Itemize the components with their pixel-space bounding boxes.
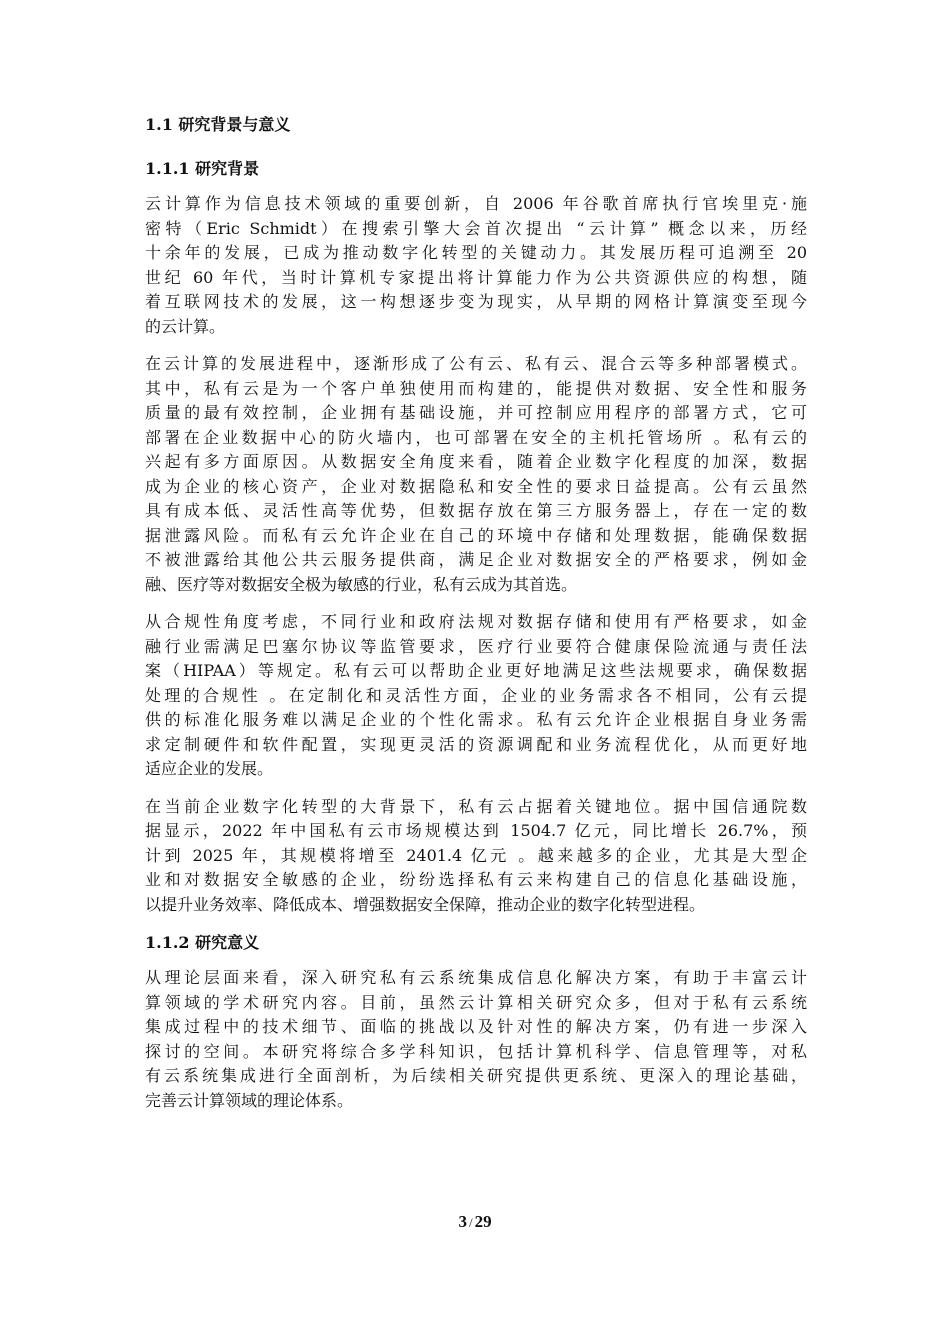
paragraph-line: 业和对数据安全敏感的企业，纷纷选择私有云来构建自己的信息化基础设施， [145, 870, 807, 889]
paragraph-line: 探讨的空间。本研究将综合多学科知识，包括计算机科学、信息管理等，对私 [145, 1041, 807, 1061]
page-number [0, 1210, 950, 1235]
paragraph-line: 不被泄露给其他公共云服务提供商，满足企业对数据安全的严格要求，例如金 [145, 550, 807, 569]
paragraph-line: 融、医疗等对数据安全极为敏感的行业，私有云成为其首选。 [145, 574, 578, 594]
subsection-heading-background: 1.1.1 研究背景 [145, 159, 260, 178]
paragraph [145, 795, 807, 918]
paragraph-line: 具有成本低、灵活性高等优势，但数据存放在第三方服务器上，存在一定的数 [145, 501, 807, 520]
paragraph [145, 192, 807, 339]
paragraph-line: 案（HIPAA）等规定。私有云可以帮助企业更好地满足这些法规要求，确保数据 [145, 661, 807, 680]
paragraph-line: 适应企业的发展。 [145, 759, 274, 778]
paragraph-line: 从合规性角度考虑，不同行业和政府法规对数据存储和使用有严格要求，如金 [145, 612, 807, 631]
section-heading: 1.1 研究背景与意义 [145, 115, 291, 134]
paragraph-line: 求定制硬件和软件配置，实现更灵活的资源调配和业务流程优化，从而更好地 [145, 734, 807, 754]
paragraph-line: 质量的最有效控制，企业拥有基础设施，并可控制应用程序的部署方式，它可 [145, 403, 807, 422]
significance-body [145, 966, 807, 1113]
background-body [145, 192, 807, 917]
paragraph-line: 兴起有多方面原因。从数据安全角度来看，随着企业数字化程度的加深，数据 [145, 452, 807, 471]
paragraph [145, 352, 807, 597]
paragraph [145, 610, 807, 782]
paragraph-line: 完善云计算领域的理论体系。 [145, 1090, 354, 1110]
paragraph-line: 计到 2025 年，其规模将增至 2401.4 亿元 。越来越多的企业，尤其是大型企 [145, 845, 807, 865]
total-pages: 29 [474, 1212, 492, 1231]
paragraph-line: 从理论层面来看，深入研究私有云系统集成信息化解决方案，有助于丰富云计 [145, 968, 807, 987]
paragraph-line: 其中，私有云是为一个客户单独使用而构建的，能提供对数据、安全性和服务 [145, 378, 807, 398]
paragraph-line: 在云计算的发展进程中，逐渐形成了公有云、私有云、混合云等多种部署模式。 [145, 354, 807, 373]
paragraph-line: 在当前企业数字化转型的大背景下，私有云占据着关键地位。据中国信通院数 [145, 796, 807, 816]
paragraph-line: 云计算作为信息技术领域的重要创新，自 2006 年谷歌首席执行官埃里克·施 [145, 194, 807, 213]
paragraph-line: 供的标准化服务难以满足企业的个性化需求。私有云允许企业根据自身业务需 [145, 710, 807, 729]
page-content [145, 112, 807, 1126]
paragraph-line: 成为企业的核心资产，企业对数据隐私和安全性的要求日益提高。公有云虽然 [145, 476, 807, 496]
paragraph-line: 据显示，2022 年中国私有云市场规模达到 1504.7 亿元，同比增长 26.7%，预 [145, 821, 807, 840]
paragraph-line: 以提升业务效率、降低成本、增强数据安全保障，推动企业的数字化转型进程。 [145, 894, 706, 914]
paragraph-line: 部署在企业数据中心的防火墙内，也可部署在安全的主机托管场所 。私有云的 [145, 427, 807, 447]
paragraph-line: 十余年的发展，已成为推动数字化转型的关键动力。其发展历程可追溯至 20 [145, 243, 807, 262]
current-page: 3 [458, 1212, 467, 1231]
page-separator: / [468, 1215, 473, 1230]
paragraph-line: 集成过程中的技术细节、面临的挑战以及针对性的解决方案，仍有进一步深入 [145, 1017, 807, 1036]
paragraph-line: 据泄露风险。而私有云允许企业在自己的环境中存储和处理数据，能确保数据 [145, 525, 807, 545]
paragraph-line: 融行业需满足巴塞尔协议等监管要求，医疗行业要符合健康保险流通与责任法 [145, 636, 807, 656]
paragraph-line: 处理的合规性 。在定制化和灵活性方面，企业的业务需求各不相同，公有云提 [145, 685, 807, 705]
paragraph-line: 密特（Eric Schmidt）在搜索引擎大会首次提出 “云计算” 概念以来，历经 [145, 218, 807, 238]
paragraph [145, 966, 807, 1113]
paragraph-line: 的云计算。 [145, 316, 226, 336]
paragraph-line: 着互联网技术的发展，这一构想逐步变为现实，从早期的网格计算演变至现今 [145, 292, 807, 311]
paragraph-line: 有云系统集成进行全面剖析，为后续相关研究提供更系统、更深入的理论基础， [145, 1066, 807, 1085]
paragraph-line: 世纪 60 年代，当时计算机专家提出将计算能力作为公共资源供应的构想，随 [145, 267, 807, 287]
subsection-heading-significance: 1.1.2 研究意义 [145, 933, 260, 952]
paragraph-line: 算领域的学术研究内容。目前，虽然云计算相关研究众多，但对于私有云系统 [145, 992, 807, 1012]
